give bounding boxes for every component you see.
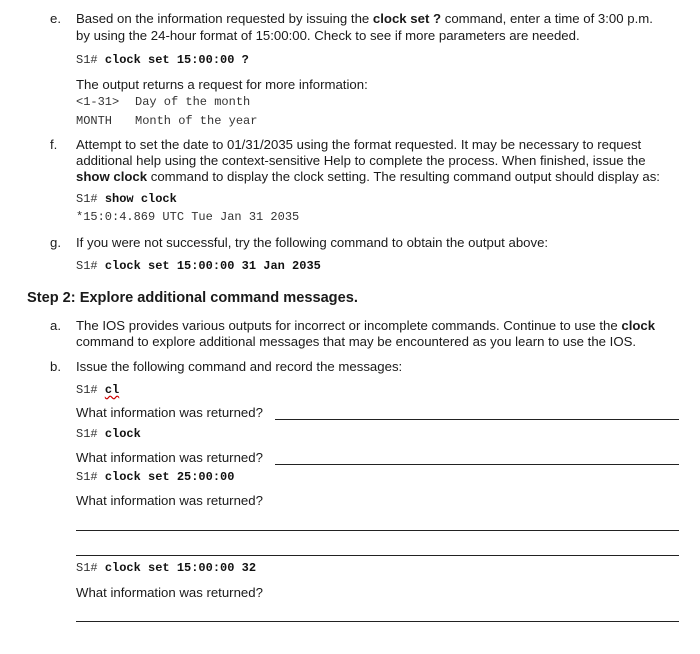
answer-line[interactable]: [76, 530, 679, 531]
e-output-row: MONTH: [76, 114, 113, 128]
item-label-e: e.: [50, 11, 61, 26]
e-instruction-line-2: by using the 24-hour format of 15:00:00. Check to see if more parameters are needed.: [76, 28, 580, 43]
question-label: What information was returned?: [76, 585, 263, 600]
item-label-f: f.: [50, 137, 58, 152]
e-command: S1# clock set 15:00:00 ?: [76, 53, 249, 67]
b-command-1: S1# cl: [76, 383, 120, 397]
answer-line[interactable]: [275, 419, 679, 420]
item-label-g: g.: [50, 235, 61, 250]
a-instruction-line-2: command to explore additional messages that may be encountered as you learn to use the IOS.: [76, 334, 637, 349]
item-label-b: b.: [50, 359, 61, 374]
f-instruction-line-1: Attempt to set the date to 01/31/2035 using the format requested. It may be necessary to request: [76, 137, 642, 152]
item-label-a: a.: [50, 318, 61, 333]
clock-keyword: clock: [621, 318, 656, 333]
e-instruction-line-1: Based on the information requested by issuing the clock set ? command, enter a time of 3:00 p.m.: [76, 11, 653, 26]
f-instruction-line-3: show clock command to display the clock setting. The resulting command output should display as:: [76, 169, 660, 184]
b-command-3: S1# clock set 25:00:00: [76, 470, 235, 484]
f-instruction-line-2: additional help using the context-sensitive Help to complete the process. When finished, issue the: [76, 153, 646, 168]
question-label: What information was returned?: [76, 405, 263, 420]
a-instruction-line-1: The IOS provides various outputs for incorrect or incomplete commands. Continue to use the clock: [76, 318, 656, 333]
answer-line[interactable]: [275, 464, 679, 465]
answer-line[interactable]: [76, 621, 679, 622]
show-clock-keyword: show clock: [76, 169, 148, 184]
e-output-row: <1-31>: [76, 95, 120, 109]
g-command: S1# clock set 15:00:00 31 Jan 2035: [76, 259, 321, 273]
f-output: *15:0:4.869 UTC Tue Jan 31 2035: [76, 210, 300, 224]
f-command: S1# show clock: [76, 192, 177, 206]
clock-set-help-keyword: clock set ?: [372, 11, 442, 26]
e-output-desc: Day of the month: [135, 95, 251, 109]
question-label: What information was returned?: [76, 493, 263, 508]
g-instruction: If you were not successful, try the following command to obtain the output above:: [76, 235, 549, 250]
b-command-2: S1# clock: [76, 427, 141, 441]
spellcheck-underlined-command: cl: [104, 383, 120, 397]
e-output-intro: The output returns a request for more information:: [76, 77, 368, 92]
step-2-heading: Step 2: Explore additional command messages.: [27, 290, 358, 306]
b-instruction: Issue the following command and record the messages:: [76, 359, 403, 374]
answer-line[interactable]: [76, 555, 679, 556]
question-label: What information was returned?: [76, 450, 263, 465]
e-output-desc: Month of the year: [135, 114, 258, 128]
b-command-4: S1# clock set 15:00:00 32: [76, 561, 257, 575]
